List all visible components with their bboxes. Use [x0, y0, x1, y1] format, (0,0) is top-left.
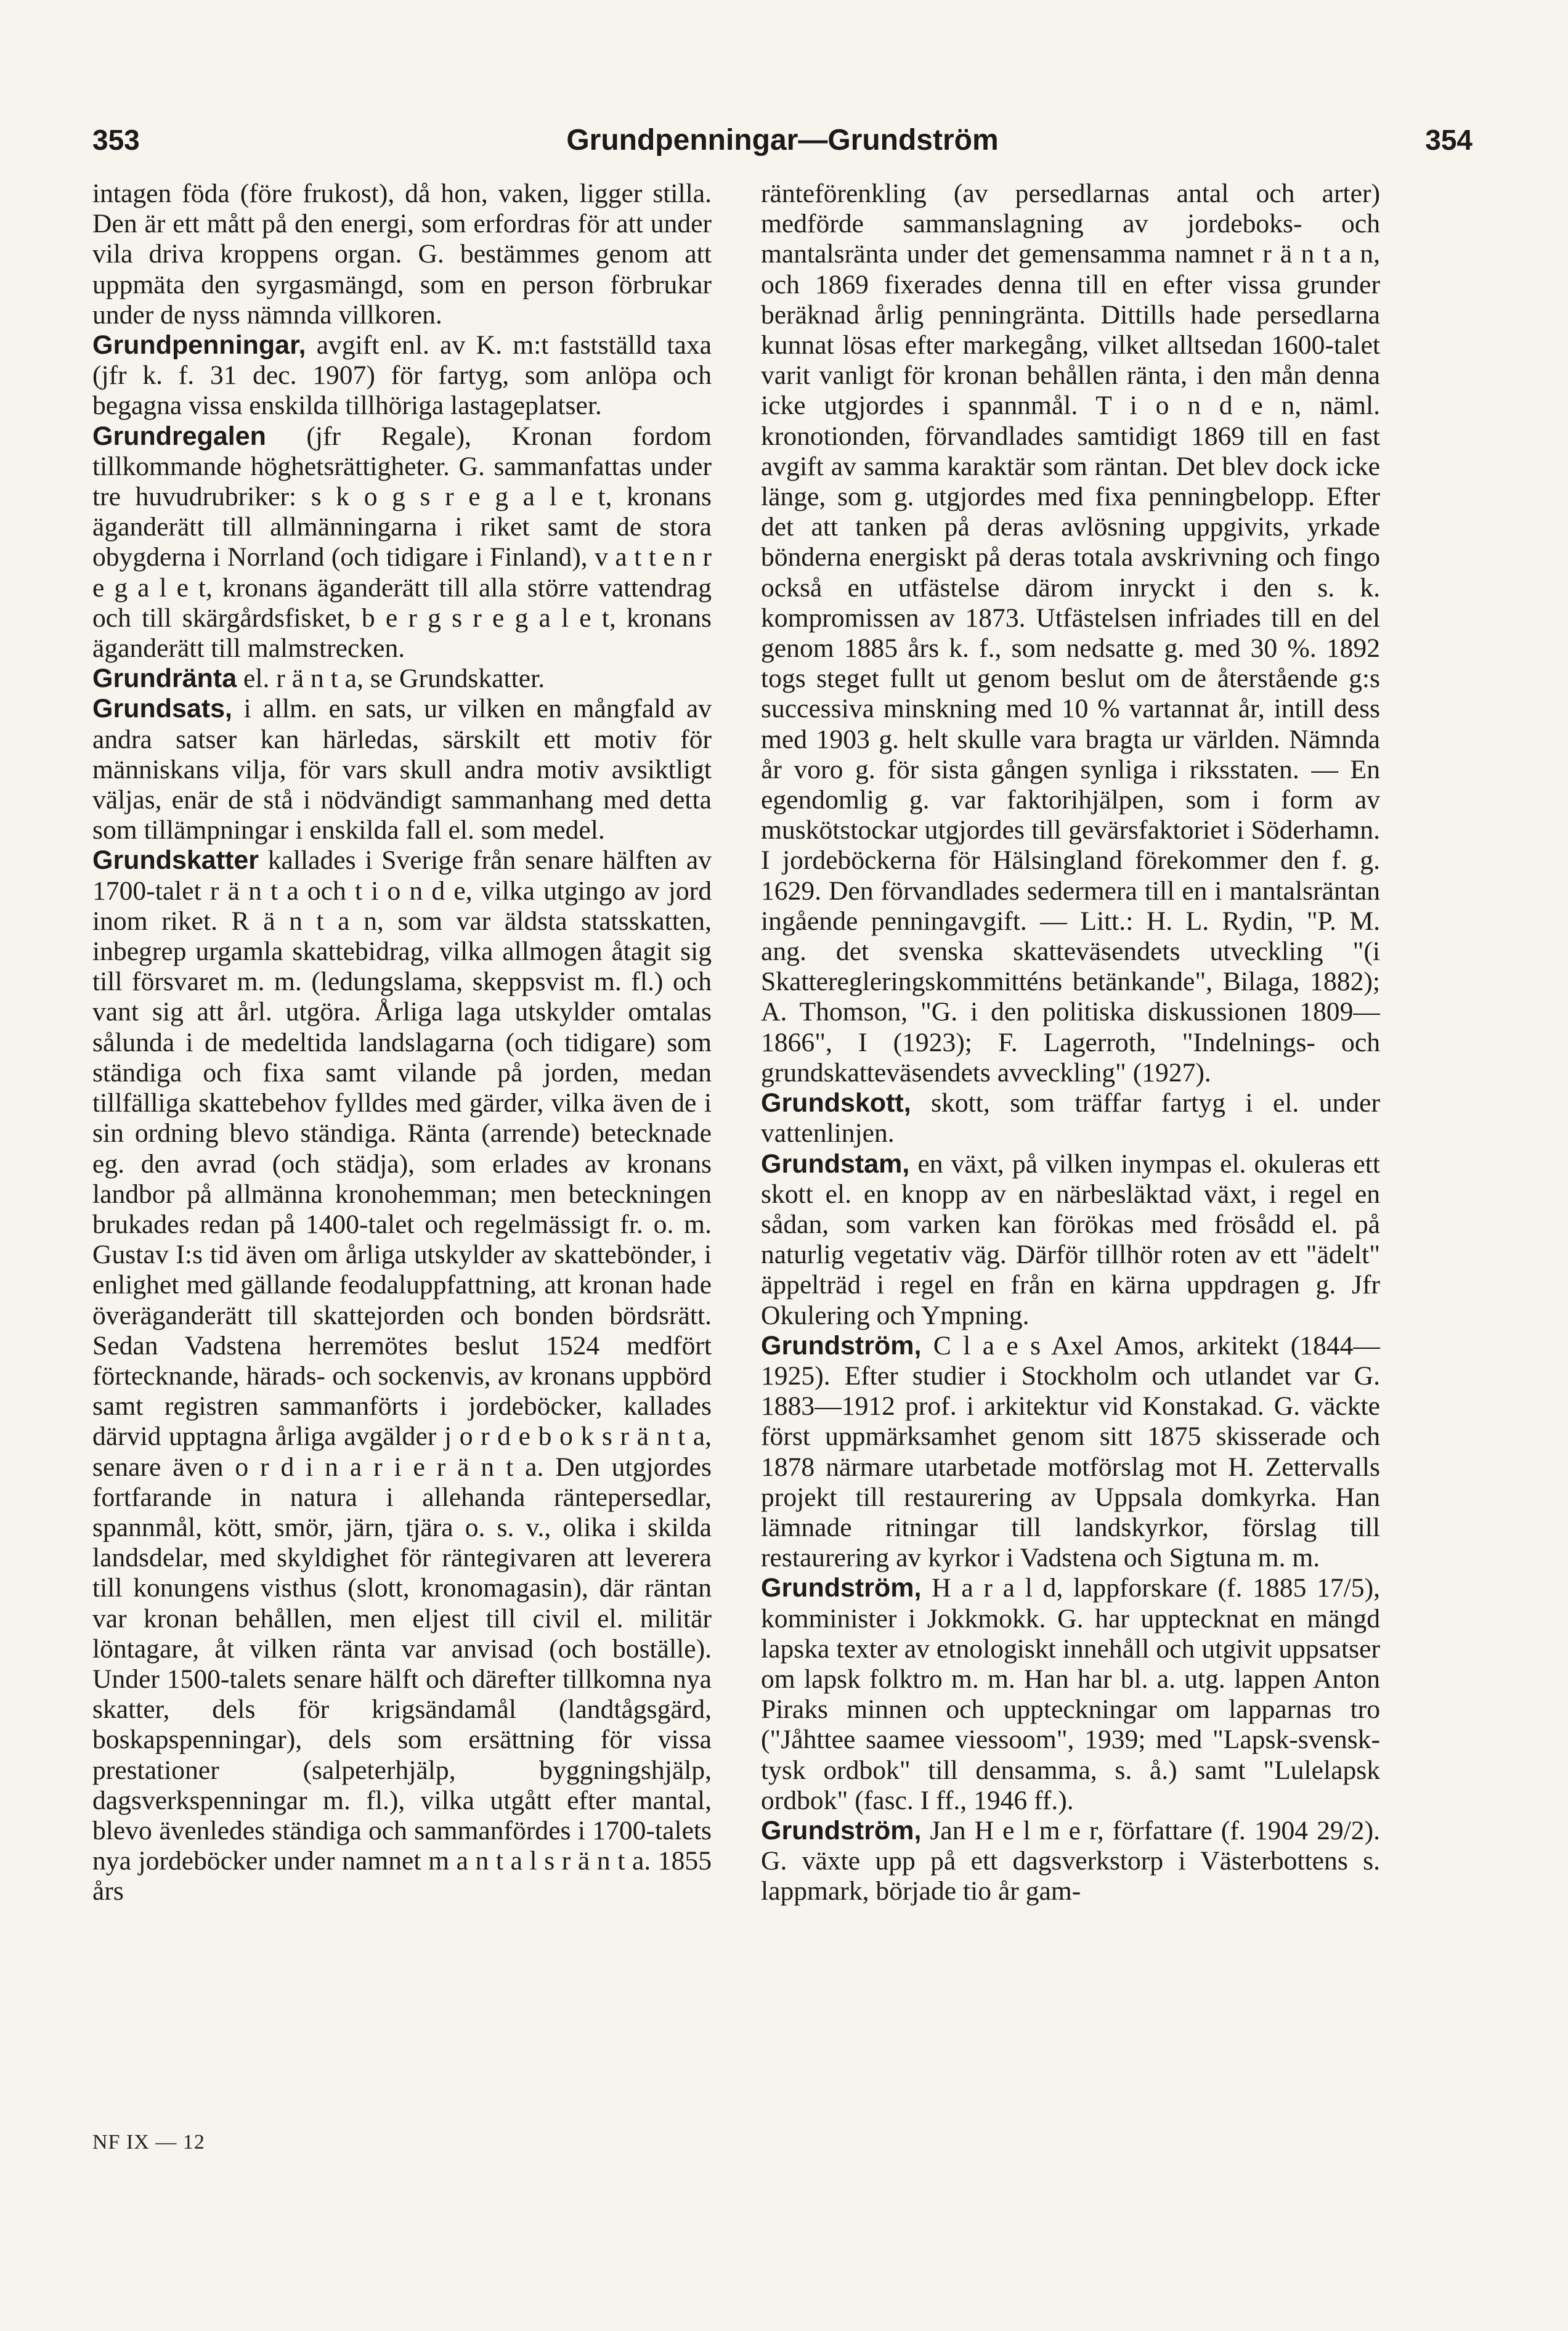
entry-headword: Grundskott,	[761, 1088, 911, 1118]
entry-headword: Grundström,	[761, 1330, 922, 1361]
entry-paragraph	[761, 179, 1380, 1088]
entry-paragraph	[92, 421, 712, 664]
right-column	[761, 179, 1380, 1907]
entry-headword: Grundskatter	[92, 845, 259, 876]
entry-paragraph	[761, 1088, 1380, 1149]
entry-headword: Grundränta	[92, 664, 237, 694]
entry-text: avgift enl. av K. m:t fastställd taxa (jfr k. f. 31 dec. 1907) för fartyg, som anlöpa och begagna vissa enskilda tillhöriga lastageplatser.	[92, 330, 712, 421]
entry-text: ränteförenkling (av persedlarnas antal och arter) medförde sammanslagning av jordeboks- och mantalsränta under det gemensamma namnet r ä n t a n, och 1869 fixerades denna till en efter vissa grunder beräknad årlig penningränta. Dittills hade persedlarna kunnat lösas efter markegång, vilket alltsedan 1600-talet varit vanligt för kronan behållen ränta, i den mån denna icke utgjordes i spannmål. T i o n d e n, näml. kronotionden, förvandlades samtidigt 1869 till en fast avgift av samma karaktär som räntan. Det blev dock icke länge, som g. utgjordes med fixa penningbelopp. Efter det att tanken på deras avlösning uppgivits, yrkade bönderna energiskt på deras totala avskrivning och fingo också en utfästelse därom inryckt i den s. k. kompromissen av 1873. Utfästelsen infriades till en del genom 1885 års k. f., som nedsatte g. med 30 %. 1892 togs steget fullt ut genom beslut om de återstående g:s successiva minskning med 10 % vartannat år, intill dess med 1903 g. helt skulle vara bragta ur världen. Nämnda år voro g. för sista gången synliga i riksstaten. — En egendomlig g. var faktorihjälpen, som i form av muskötstockar utgjordes till gevärsfaktoriet i Söderhamn. I jordeböckerna för Hälsingland förekommer den f. g. 1629. Den förvandlades sedermera till en i mantalsräntan ingående penningavgift. — Litt.: H. L. Rydin, "P. M. ang. det svenska skatteväsendets utveckling "(i Skatteregleringskommitténs betänkande", Bilaga, 1882); A. Thomson, "G. i den politiska diskussionen 1809—1866", I (1923); F. Lagerroth, "Indelnings- och grundskatteväsendets avveckling" (1927).	[761, 179, 1380, 1088]
entry-paragraph	[761, 1331, 1380, 1574]
entry-text: el. r ä n t a, se Grundskatter.	[237, 664, 545, 694]
entry-text: H a r a l d, lappforskare (f. 1885 17/5), komminister i Jokkmokk. G. har upptecknat en mängd lapska texter av etnologiskt innehåll och utgivit uppsatser om lapsk folktro m. m. Han har bl. a. utg. lappen Anton Piraks minnen och uppteckningar om lapparnas tro ("Jåhttee saamee viessoom", 1939; med "Lapsk-svensk-tysk ordbok" till densamma, s. å.) samt "Lulelapsk ordbok" (fasc. I ff., 1946 ff.).	[761, 1573, 1380, 1815]
entry-text: i allm. en sats, ur vilken en mångfald av andra satser kan härledas, särskilt ett motiv för människans vilja, för vars skull andra motiv avsiktligt väljas, enär de stå i nödvändigt sammanhang med detta som tillämpningar i enskilda fall el. som medel.	[92, 694, 712, 845]
left-column	[92, 179, 712, 1907]
entry-text: intagen föda (före frukost), då hon, vaken, ligger stilla. Den är ett mått på den energi, som erfordras för att under vila driva kroppens organ. G. bestämmes genom att uppmäta den syrgasmängd, som en person förbrukar under de nyss nämnda villkoren.	[92, 179, 712, 330]
page-title: Grundpenningar—Grundström	[566, 124, 999, 157]
entry-paragraph	[761, 1816, 1380, 1907]
entry-paragraph	[92, 179, 712, 330]
entry-text: en växt, på vilken inympas el. okuleras ett skott el. en knopp av en närbesläktad växt, i regel en sådan, som varken kan förökas med frösådd el. på naturlig vegetativ väg. Därför tillhör roten av ett "ädelt" äppelträd i regel en från en kärna uppdragen g. Jfr Okulering och Ympning.	[761, 1149, 1380, 1330]
entry-headword: Grundsats,	[92, 694, 232, 724]
entry-paragraph	[92, 330, 712, 421]
entry-headword: Grundregalen	[92, 421, 266, 451]
entry-paragraph	[92, 845, 712, 1906]
entry-headword: Grundpenningar,	[92, 330, 306, 360]
page-number-right: 354	[1425, 124, 1473, 156]
entry-paragraph	[761, 1573, 1380, 1816]
entry-text: C l a e s Axel Amos, arkitekt (1844—1925). Efter studier i Stockholm och utlandet var G. 1883—1912 prof. i arkitektur vid Konstakad. G. väckte först uppmärksamhet genom sitt 1875 skisserade och 1878 närmare utarbetade motförslag mot H. Zettervalls projekt till restaurering av Uppsala domkyrka. Han lämnade ritningar till landskyrkor, förslag till restaurering av kyrkor i Vadstena och Sigtuna m. m.	[761, 1330, 1380, 1573]
entry-text: kallades i Sverige från senare hälften av 1700-talet r ä n t a och t i o n d e, vilka utgingo av jord inom riket. R ä n t a n, som var äldsta statsskatten, inbegrep urgamla skattebidrag, vilka allmogen åtagit sig till försvaret m. m. (ledungslama, skeppsvist m. fl.) och vant sig att årl. utgöra. Årliga laga utskylder omtalas sålunda i de medeltida landslagarna (och tidigare) som ständiga och fixa samt vilande på jorden, medan tillfälliga skattebehov fylldes med gärder, vilka även de i sin ordning blevo ständiga. Ränta (arrende) betecknade eg. den avrad (och städja), som erlades av kronans landbor på allmänna kronohemman; men beteckningen brukades redan på 1400-talet och regelmässigt fr. o. m. Gustav I:s tid även om årliga utskylder av skattebönder, i enlighet med gällande feodaluppfattning, att kronan hade överäganderätt till skattejorden och bonden bördsrätt. Sedan Vadstena herremötes beslut 1524 medfört förtecknande, härads- och sockenvis, av kronans uppbörd samt registren sammanförts i jordeböcker, kallades därvid upptagna årliga avgälder j o r d e b o k s r ä n t a, senare även o r d i n a r i e r ä n t a. Den utgjordes fortfarande in natura i allehanda räntepersedlar, spannmål, kött, smör, järn, tjära o. s. v., olika i skilda landsdelar, med skyldighet för räntegivaren att leverera till konungens visthus (slott, kronomagasin), där räntan var kronan behållen, men eljest till civil el. militär löntagare, åt vilken ränta var anvisad (och boställe). Under 1500-talets senare hälft och därefter tillkomna nya skatter, dels för krigsändamål (landtågsgärd, boskapspenningar), dels som ersättning för vissa prestationer (salpeterhjälp, byggningshjälp, dagsverkspenningar m. fl.), vilka utgått efter mantal, blevo ävenledes ständiga och sammanfördes i 1700-talets nya jordeböcker under namnet m a n t a l s r ä n t a. 1855 års	[92, 845, 712, 1906]
entry-paragraph	[92, 664, 712, 694]
running-header	[92, 123, 1473, 166]
entry-paragraph	[92, 694, 712, 845]
entry-text: skott, som träffar fartyg i el. under vattenlinjen.	[761, 1088, 1380, 1149]
entry-headword: Grundstam,	[761, 1149, 910, 1179]
entry-headword: Grundström,	[761, 1815, 922, 1845]
entry-headword: Grundström,	[761, 1573, 922, 1603]
printer-signature: NF IX — 12	[92, 2131, 205, 2154]
entry-text: Jan H e l m e r, författare (f. 1904 29/2). G. växte upp på ett dagsverkstorp i Västerbottens s. lappmark, började tio år gam-	[761, 1815, 1380, 1906]
entry-paragraph	[761, 1149, 1380, 1331]
entry-text: (jfr Regale), Kronan fordom tillkommande höghetsrättigheter. G. sammanfattas under tre huvudrubriker: s k o g s r e g a l e t, kronans äganderätt till allmänningarna i riket samt de stora obygderna i Norrland (och tidigare i Finland), v a t t e n r e g a l e t, kronans äganderätt till alla större vattendrag och till skärgårdsfisket, b e r g s r e g a l e t, kronans äganderätt till malmstrecken.	[92, 421, 712, 664]
page-number-left: 353	[92, 124, 140, 156]
